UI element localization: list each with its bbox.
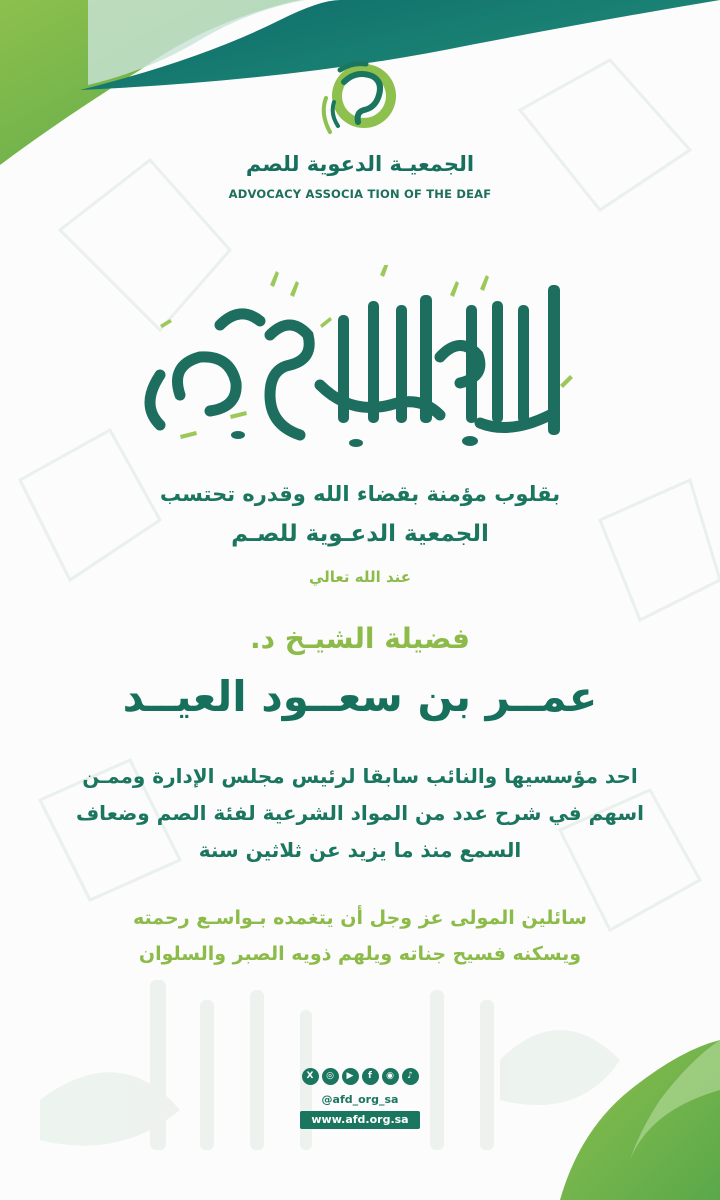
prayer-line: ويسكنه فسيح جناته ويلهم ذويه الصبر والسلوان (138, 943, 582, 965)
intro-line: بقلوب مؤمنة بقضاء الله وقدره تحتسب (159, 482, 561, 506)
bio-line: احد مؤسسيها والنائب سابقا لرئيس مجلس الإدارة وممـن (82, 764, 638, 788)
prayer-paragraph (0, 900, 720, 972)
snapchat-icon[interactable]: ◉ (382, 1068, 399, 1085)
facebook-icon[interactable]: f (362, 1068, 379, 1085)
logo-arabic-name: الجمعيـة الدعوية للصم (245, 152, 475, 176)
x-icon[interactable]: X (302, 1068, 319, 1085)
prayer-line: سائلين المولى عز وجل أن يتغمده بـواسـع رحمته (133, 907, 587, 929)
bio-line: السمع منذ ما يزيد عن ثلاثين سنة (198, 838, 522, 862)
social-icons (300, 1068, 420, 1092)
bio-line: اسهم في شرح عدد من المواد الشرعية لفئة الصم وضعاف (75, 801, 645, 825)
social-handle[interactable]: @afd_org_sa (321, 1093, 399, 1106)
tiktok-icon[interactable]: ♪ (402, 1068, 419, 1085)
website-link[interactable]: www.afd.org.sa (300, 1111, 420, 1129)
intro-closing-line: عند الله تعالي (308, 568, 411, 586)
calligraphy-artwork (120, 265, 600, 455)
logo-english-name: ADVOCACY ASSOCIA TION OF THE DEAF (228, 187, 492, 201)
logo-mark-icon (300, 52, 420, 152)
youtube-icon[interactable]: ▶ (342, 1068, 359, 1085)
honorific-title: فضيلة الشيـخ د. (249, 622, 471, 655)
instagram-icon[interactable]: ◎ (322, 1068, 339, 1085)
deceased-name: عمــر بن سعــود العيــد (122, 672, 598, 721)
association-name: الجمعية الدعـوية للصـم (231, 521, 489, 547)
bio-paragraph (0, 758, 720, 869)
